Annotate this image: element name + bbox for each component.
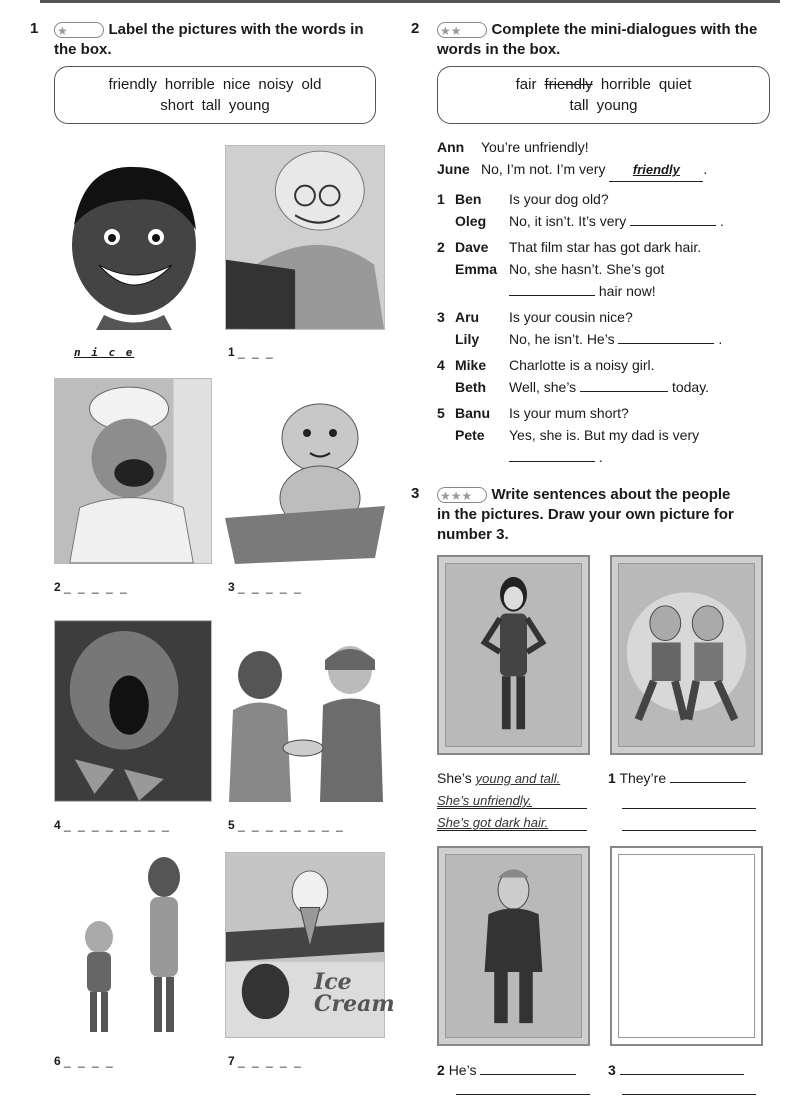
word-young: young [596,97,638,114]
top-rule [40,0,780,3]
picture-noisy-chef [54,378,212,564]
picture-baby [225,378,385,564]
dialogue-5-number: 5 [437,405,445,421]
exercise-3-instruction-3: number 3. [437,526,509,543]
line-pete: Yes, she is. But my dad is very [509,427,700,443]
ex3-example-line-1 [437,770,560,786]
ex3-item-1-blank-3[interactable] [622,830,756,831]
ex3-item-3-blank[interactable] [620,1074,744,1075]
label-1-number: 1 [228,345,235,359]
word-horrible: horrible [164,76,215,93]
line-beth: Well, she’s [509,379,577,395]
picture-frame-2 [437,846,590,1046]
exercise-2-heading [437,20,777,60]
ex3-item-2-blank[interactable] [480,1074,576,1075]
example-answer: friendly [632,162,680,177]
example-answer-blank [609,158,703,182]
picture-ice-cream [225,852,395,1038]
word-tall: tall [201,97,221,114]
speaker-lily: Lily [455,331,480,347]
dialogue-5-blank[interactable] [509,461,595,462]
word-box-2 [437,66,770,124]
line-lily: No, he isn’t. He’s [509,331,615,347]
line-june: No, I’m not. I’m very [481,161,606,177]
star-rating-icon: ★★★ [437,487,487,503]
label-example-answer: n i c e [74,346,135,359]
label-2 [54,580,129,594]
label-3 [228,580,303,594]
line-banu: Is your mum short? [509,405,629,421]
ex3-item-1-blank-2[interactable] [622,808,756,809]
line-emma: No, she hasn’t. She’s got [509,261,665,277]
line-mike: Charlotte is a noisy girl. [509,357,655,373]
ex3-example-answer-3: She’s got dark hair. [437,815,549,830]
dialogue-3-number: 3 [437,309,445,325]
line-emma-2: hair now! [598,283,656,299]
word-friendly-used: friendly [544,76,593,93]
picture-old-woman-laptop [225,145,385,330]
picture-frame-1 [610,555,763,755]
label-4-number: 4 [54,818,61,832]
speaker-mike: Mike [455,357,487,373]
label-6-number: 6 [54,1054,61,1068]
label-7 [228,1054,303,1068]
exercise-3-instruction: Write sentences about the people [491,486,731,503]
label-7-number: 7 [228,1054,235,1068]
exercise-3-number: 3 [411,485,420,502]
label-3-blank[interactable]: _ _ _ _ _ [238,580,303,594]
line-ann: You’re unfriendly! [481,139,589,155]
ex3-example-answer-2: She’s unfriendly. [437,793,532,808]
star-rating-icon: ★★ [437,22,487,38]
picture-frame-example [437,555,590,755]
exercise-2-instruction: Complete the mini-dialogues with the [491,21,758,38]
label-2-blank[interactable]: _ _ _ _ _ [64,580,129,594]
speaker-pete: Pete [455,427,485,443]
line-oleg: No, it isn’t. It’s very [509,213,627,229]
picture-horrible-monster [54,620,212,802]
speaker-banu: Banu [455,405,490,421]
picture-tall-and-short [54,852,212,1038]
label-7-blank[interactable]: _ _ _ _ _ [238,1054,303,1068]
ex3-item-3 [608,1062,744,1078]
speaker-dave: Dave [455,239,489,255]
label-4-blank[interactable]: _ _ _ _ _ _ _ _ [64,818,171,832]
word-box-1 [54,66,376,124]
exercise-1-instruction: Label the pictures with the words in [108,21,364,38]
picture-smiling-boy [54,145,212,330]
ex3-item-2-number: 2 [437,1062,445,1078]
label-1-blank[interactable]: _ _ _ [238,345,275,359]
ex3-example-answer-1: young and tall. [475,771,561,786]
line-ben: Is your dog old? [509,191,609,207]
word-box-2-row-2 [438,95,769,116]
label-6-blank[interactable]: _ _ _ _ [64,1054,115,1068]
line-beth-end: today. [671,379,710,395]
label-4 [54,818,171,832]
ice-cream-sign: Ice Cream [314,969,395,1017]
word-horrible: horrible [600,76,651,93]
label-2-number: 2 [54,580,61,594]
dialogue-2-blank[interactable] [509,295,595,296]
dialogue-example [437,136,777,180]
line-pete-end: . [598,449,603,465]
speaker-ben: Ben [455,191,482,207]
speaker-emma: Emma [455,261,498,277]
exercise-3-heading [437,485,777,545]
dialogue-2-number: 2 [437,239,445,255]
dialogue-4 [437,354,777,398]
ex3-example-prefix: She’s [437,770,472,786]
speaker-ann: Ann [437,139,465,155]
exercise-1-number: 1 [30,20,39,37]
word-box-2-row-1 [438,74,769,95]
line-june-end: . [703,161,708,177]
label-5 [228,818,345,832]
exercise-2-instruction-2: words in the box. [437,41,561,58]
ex3-item-1 [608,770,746,786]
exercise-3-instruction-2: in the pictures. Draw your own picture for [437,506,734,523]
dialogue-4-number: 4 [437,357,445,373]
speaker-beth: Beth [455,379,487,395]
ex3-item-1-text: They’re [619,770,667,786]
label-5-blank[interactable]: _ _ _ _ _ _ _ _ [238,818,345,832]
word-box-1-row-2 [55,95,375,116]
line-dave: That film star has got dark hair. [509,239,702,255]
dialogue-1-blank[interactable] [630,225,716,226]
ex3-example-line-3 [437,814,587,831]
word-noisy: noisy [258,76,294,93]
word-friendly: friendly [108,76,157,93]
speaker-oleg: Oleg [455,213,487,229]
dialogue-3 [437,306,777,350]
word-tall: tall [569,97,589,114]
exercise-2-number: 2 [411,20,420,37]
word-fair: fair [515,76,537,93]
label-3-number: 3 [228,580,235,594]
dialogue-4-blank[interactable] [580,391,668,392]
line-aru: Is your cousin nice? [509,309,633,325]
label-5-number: 5 [228,818,235,832]
ex3-item-2-blank-2[interactable] [456,1094,590,1095]
line-lily-end: . [718,331,723,347]
word-quiet: quiet [658,76,692,93]
dialogue-1-number: 1 [437,191,445,207]
label-example [74,345,134,359]
dialogue-3-blank[interactable] [618,343,714,344]
word-box-1-row-1 [55,74,375,95]
ex3-item-1-blank[interactable] [670,782,746,783]
label-1 [228,345,275,359]
word-short: short [160,97,194,114]
label-6 [54,1054,115,1068]
speaker-june: June [437,161,470,177]
word-nice: nice [222,76,251,93]
speaker-aru: Aru [455,309,480,325]
ex3-item-3-number: 3 [608,1062,616,1078]
word-young: young [228,97,270,114]
line-oleg-end: . [720,213,724,229]
picture-frame-3-draw[interactable] [610,846,763,1046]
picture-friendly-handshake [225,640,385,802]
dialogue-1 [437,188,777,232]
word-old: old [301,76,322,93]
star-rating-icon: ★ [54,22,104,38]
dialogue-5 [437,402,777,468]
dialogue-2 [437,236,777,302]
exercise-1-heading [54,20,374,60]
ex3-example-line-2 [437,792,587,809]
ex3-item-2 [437,1062,576,1078]
ex3-item-3-blank-2[interactable] [622,1094,756,1095]
ex3-item-1-number: 1 [608,770,616,786]
ex3-item-2-text: He’s [448,1062,477,1078]
exercise-1-instruction-2: the box. [54,41,112,58]
